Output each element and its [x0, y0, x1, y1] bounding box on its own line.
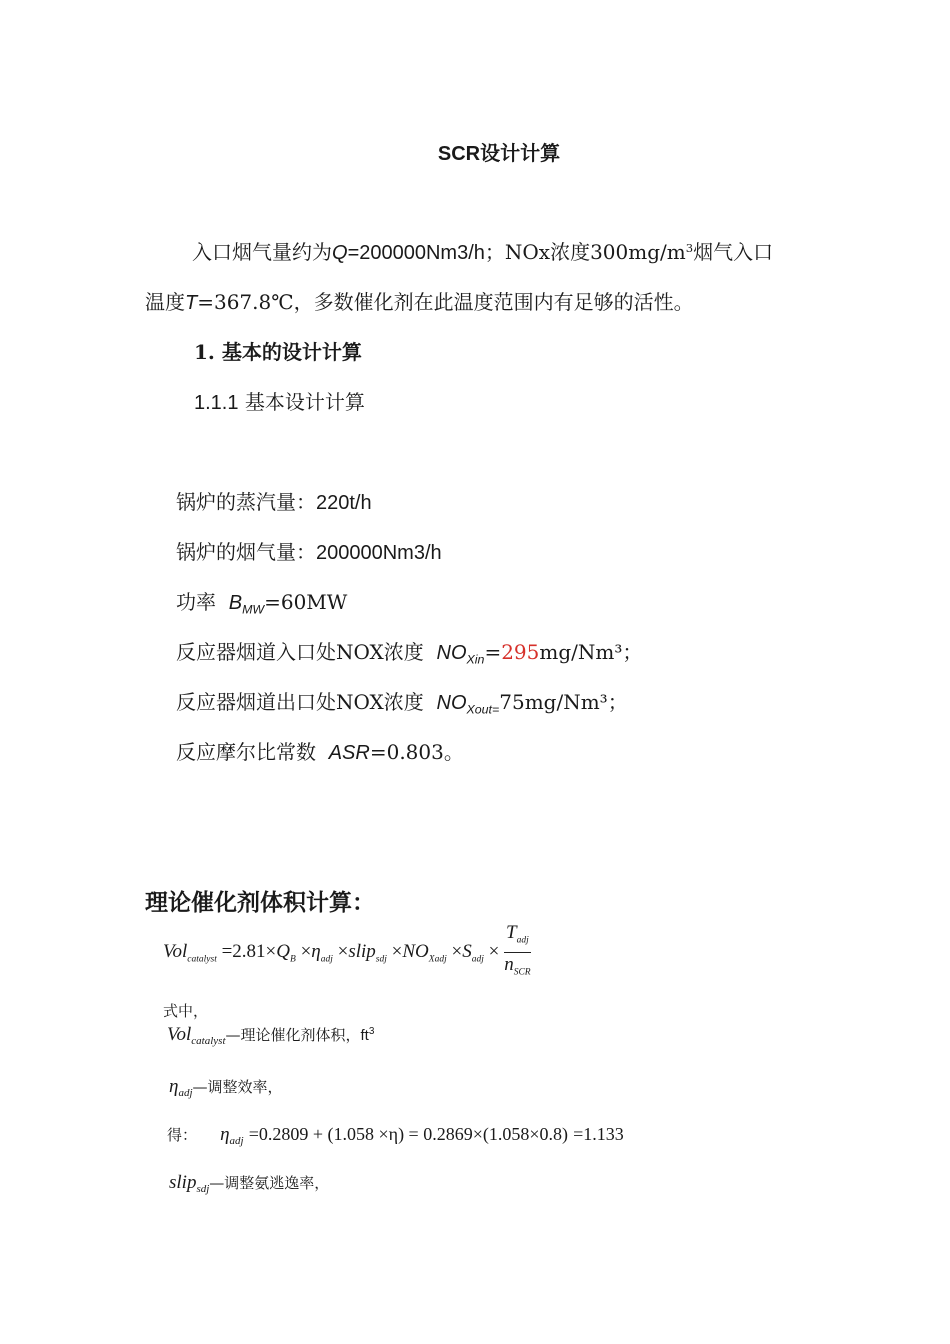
param-symbol: B: [228, 592, 243, 614]
result-sub: adj: [229, 1134, 244, 1147]
param-symbol: NO: [436, 692, 467, 714]
def-unit: ft: [360, 1027, 369, 1044]
def-desc: —调整效率，: [192, 1078, 283, 1096]
def-result: [167, 1124, 624, 1147]
def-symbol: slip: [169, 1172, 197, 1193]
formula-vol: Vol: [163, 941, 188, 963]
param-value: 200000Nm3/h: [316, 542, 442, 564]
param-label: 锅炉的烟气量：: [176, 540, 316, 564]
def-desc: —理论催化剂体积，: [225, 1026, 361, 1044]
intro-flow-value: =200000Nm3/h；: [347, 242, 505, 264]
formula-sub: adj: [320, 954, 333, 965]
where-label: 式中，: [163, 1002, 209, 1020]
heading-basic-design: 1. 基本的设计计算: [194, 340, 362, 364]
page-title: SCR设计计算: [437, 143, 561, 165]
intro-text-end: 烟气入口: [693, 240, 774, 264]
param-label: 锅炉的蒸汽量：: [176, 490, 316, 514]
section-title: 理论催化剂体积计算：: [145, 889, 375, 916]
formula-sub: adj: [471, 954, 484, 965]
param-symbol: ASR: [328, 742, 370, 764]
intro-sup: 3: [685, 241, 694, 256]
formula-q: Q: [276, 941, 291, 963]
def-slip: [169, 1172, 329, 1195]
result-label: 得：: [167, 1126, 198, 1144]
intro-nox-text: NOx浓度300mg/m: [504, 240, 686, 264]
formula-eta: η: [311, 941, 321, 963]
param-label: 反应摩尔比常数: [176, 740, 316, 764]
def-vol: [167, 1024, 374, 1047]
intro-line-2: [145, 286, 694, 315]
def-symbol: η: [169, 1076, 179, 1097]
formula-sub: adj: [516, 935, 529, 946]
param-value: =0.803。: [369, 740, 464, 764]
formula-times: ×: [391, 941, 403, 963]
param-nox-in: [176, 636, 642, 666]
def-subscript: adj: [178, 1086, 193, 1099]
t-symbol: T: [185, 292, 198, 314]
param-steam: [176, 486, 372, 515]
heading-1-1-1: [194, 386, 365, 415]
def-symbol: Vol: [167, 1024, 192, 1045]
formula-sub: catalyst: [187, 954, 217, 965]
param-eq: =: [484, 640, 502, 664]
catalyst-volume-formula: [163, 922, 531, 982]
formula-times: ×: [451, 941, 463, 963]
formula-nox: NO: [402, 941, 429, 963]
formula-sub: sdj: [375, 954, 387, 965]
param-value: =60MW: [264, 590, 348, 614]
param-symbol: NO: [436, 642, 467, 664]
def-unit-sup: 3: [368, 1026, 375, 1037]
param-subscript: Xin: [466, 652, 485, 667]
param-asr: [176, 736, 464, 765]
formula-sub: Xadj: [428, 954, 447, 965]
param-label: 反应器烟道出口处NOX浓度: [176, 690, 424, 714]
intro-temp-label: 温度: [145, 290, 185, 314]
param-subscript: Xout=: [466, 702, 500, 717]
param-label: 反应器烟道入口处NOX浓度: [176, 640, 424, 664]
def-subscript: sdj: [196, 1182, 210, 1195]
def-subscript: catalyst: [191, 1034, 226, 1047]
result-value: =1.133: [573, 1124, 624, 1144]
param-unit: 75mg/Nm³；: [499, 690, 628, 714]
param-label: 功率: [176, 590, 216, 614]
param-value: 220t/h: [316, 492, 372, 514]
param-unit: mg/Nm³；: [539, 640, 643, 664]
def-desc: —调整氨逃逸率，: [209, 1174, 330, 1192]
param-nox-out: [176, 686, 628, 716]
param-subscript: MW: [242, 602, 265, 617]
formula-times: ×: [300, 941, 312, 963]
heading-number: 1.1.1: [194, 392, 239, 414]
result-eta: η: [220, 1124, 230, 1145]
param-power: [176, 586, 347, 616]
formula-sub: B: [290, 954, 296, 965]
intro-line-1: [192, 236, 773, 265]
formula-coef: =2.81×: [221, 941, 277, 963]
formula-slip: slip: [348, 941, 376, 963]
q-symbol: Q: [332, 242, 348, 264]
param-value-highlight: 295: [501, 640, 540, 664]
formula-sub: SCR: [513, 967, 531, 978]
result-expression: =0.2809 + (1.058 ×η) = 0.2869×(1.058×0.8): [248, 1124, 569, 1144]
heading-text: 基本设计计算: [244, 390, 365, 414]
intro-text: 入口烟气量约为: [192, 240, 332, 264]
def-eta: [169, 1076, 283, 1099]
formula-fraction: [504, 922, 531, 984]
formula-s: S: [462, 941, 472, 963]
formula-times: ×: [488, 941, 500, 963]
formula-t: T: [506, 922, 517, 943]
intro-temp-text: =367.8℃，多数催化剂在此温度范围内有足够的活性。: [197, 290, 694, 314]
param-flue: [176, 536, 442, 565]
formula-times: ×: [337, 941, 349, 963]
formula-n: n: [504, 954, 514, 976]
